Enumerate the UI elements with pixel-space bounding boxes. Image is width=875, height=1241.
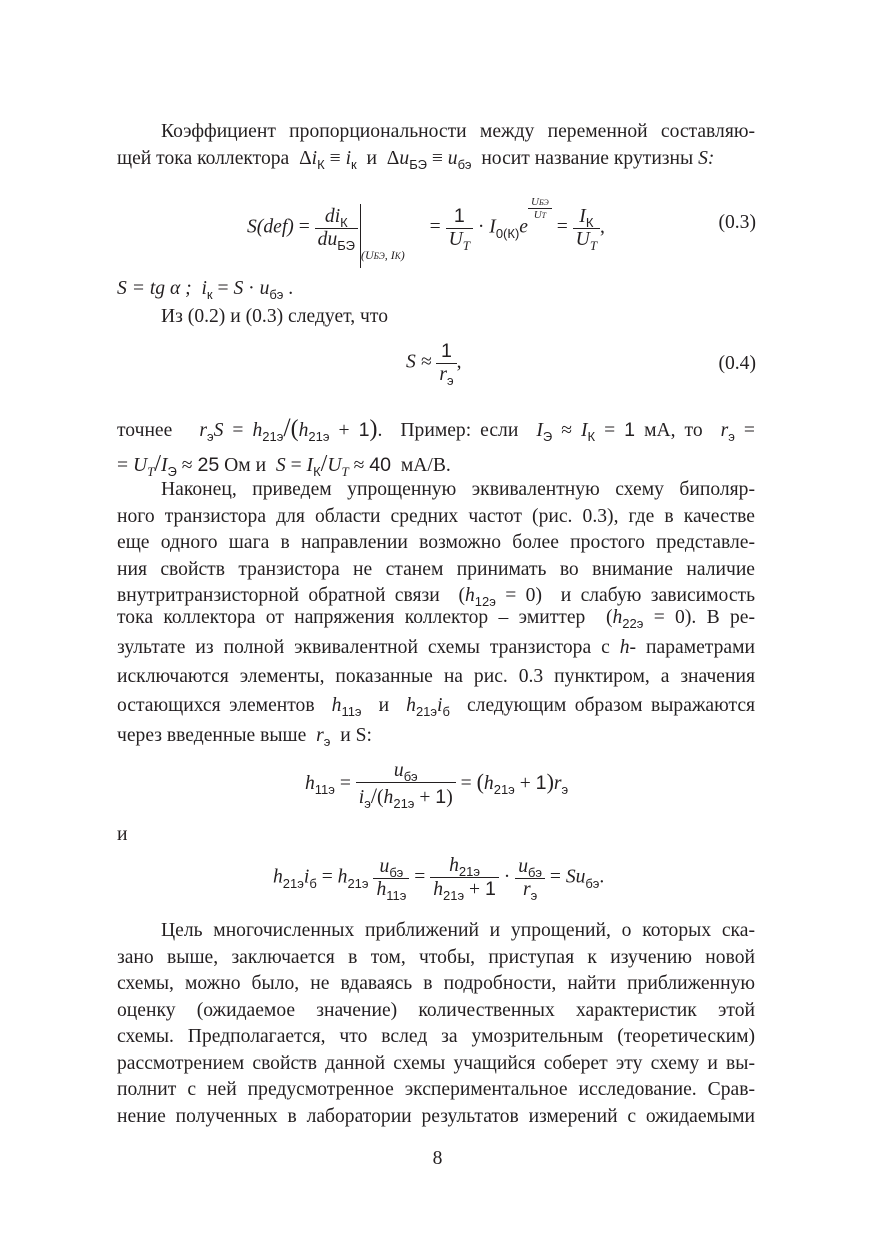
text-line: щей тока коллектора $\Delta i_К \equiv i_к$ и $\Delta u_{БЭ} \equiv u_{бэ}$ носит название крутизны S: <box>117 147 715 172</box>
fraction: $\frac{u_{бэ}}{r_э}$ <box>515 856 545 901</box>
paragraph-precise: точнее $r_эS = h_{21э}/(h_{21э} + 1)$. Пример: если $I_Э \approx I_К = 1$ мА, то $r_э$ = = $U_T/I_Э \approx 25$ Ом и $S = I_К/U_T \approx 40$ мА/В. <box>117 413 755 479</box>
text-line: и <box>117 824 128 845</box>
paragraph-2-cont: тока коллектора от напряжения коллектор – эмиттер $(h_{22э} = 0)$. В ре- зультате из полной эквивалентной схемы транзистора с h- параметрами исключаются элементы, показанные на рис. 0.3 пунктиром, а значения остающихся элементов $h_{11э}$ и $h_{21э}i_б$ следующим образом выражаются через введенные выше $r_э$ и S: <box>117 607 756 749</box>
symbol-s: S: <box>698 147 715 169</box>
tg-formula: S = tg α ; <box>117 278 192 299</box>
result-fraction: $\frac{I_К}{U_T}$ <box>573 206 600 251</box>
equation-label: (0.3) <box>718 212 756 233</box>
paragraph-1 <box>117 119 755 173</box>
page-number: 8 <box>432 1148 443 1169</box>
text-line: Коэффициент пропорциональности между переменной составляю- <box>161 121 755 142</box>
equation-label: (0.4) <box>718 353 756 374</box>
formula-line: S = tg α ; $i_к = S \cdot u_{бэ}$ . <box>117 278 294 302</box>
paragraph-3: Цель многочисленных приближений и упрощений, о которых ска- зано выше, заключается в том, чтобы, приступая к изучению новой схемы, можно было, не вдаваясь в подробности, найти приближенную оценку (ожидаемое значение) количественных характеристик этой схемы. Предполагается, что вслед за умозрительным (теоретическим) рассмотрением свойств данной схемы учащийся соберет эту схему и вы- полнит с ней предусмотренное экспериментальное исследование. Срав- нение полученных в лаборатории результатов измерений с ожидаемыми <box>117 920 755 1127</box>
derivative-fraction: $\frac{di_К}{du_{БЭ}}$ <box>315 206 358 251</box>
current-symbol: I <box>489 216 496 238</box>
paragraph-2: Наконец, приведем упрощенную эквивалентную схему биполяр- ного транзистора для области средних частот (рис. 0.3), где в качестве еще одного шага в направлении возможно более простого представле- ния свойств транзистора не станем принимать во внимание наличие внутритранзисторной обратной связи $(h_{12э} = 0)$ и слабую зависимость <box>117 479 756 609</box>
thermal-fraction: $\frac{1}{U_T}$ <box>446 205 473 251</box>
text-fragment: носит название крутизны <box>481 147 694 169</box>
fraction: $\frac{u_{бэ}}{h_{11э}}$ <box>373 856 409 901</box>
exponent-fraction: $\frac{\text{UБЭ}}{UT}$ <box>528 196 552 221</box>
fraction: $\frac{1}{r_э}$ <box>436 340 456 386</box>
exp-symbol: e <box>519 216 528 238</box>
equation-0-4: S ≈ $\frac{1}{r_э}$ , <box>406 340 462 388</box>
equation-0-3: S(def) = $\frac{di_К}{du_{БЭ}}$ $_{(UБЭ, IК)}$ = $\frac{1}{U_T}$ · $I_{0(К)}e$ $\frac{\text{UБЭ}}{UT}$ = $\frac{I_К}{U_T}$ , <box>247 196 605 260</box>
text-line: Из (0.2) и (0.3) следует, что <box>161 306 389 327</box>
fraction: $\frac{h_{21э}}{h_{21э} + 1}$ <box>430 855 499 901</box>
fraction: $\frac{u_{бэ}}{i_э/(h_{21э} + 1)}$ <box>356 760 456 809</box>
equation-h11: $h_{11э}$ = $\frac{u_{бэ}}{i_э/(h_{21э} + 1)}$ = $(h_{21э} + 1)r_э$ <box>305 760 569 811</box>
current-subscript: 0(К) <box>495 225 520 241</box>
equation-h21: $h_{21э}i_б = h_{21э}$ $\frac{u_{бэ}}{h_{11э}}$ = $\frac{h_{21э}}{h_{21э} + 1}$ · $\frac{u_{бэ}}{r_э}$ = $Su_{бэ}$. <box>273 855 605 903</box>
eq-lhs: S ≈ <box>406 351 432 373</box>
eq-lhs: S(def) <box>247 216 294 238</box>
